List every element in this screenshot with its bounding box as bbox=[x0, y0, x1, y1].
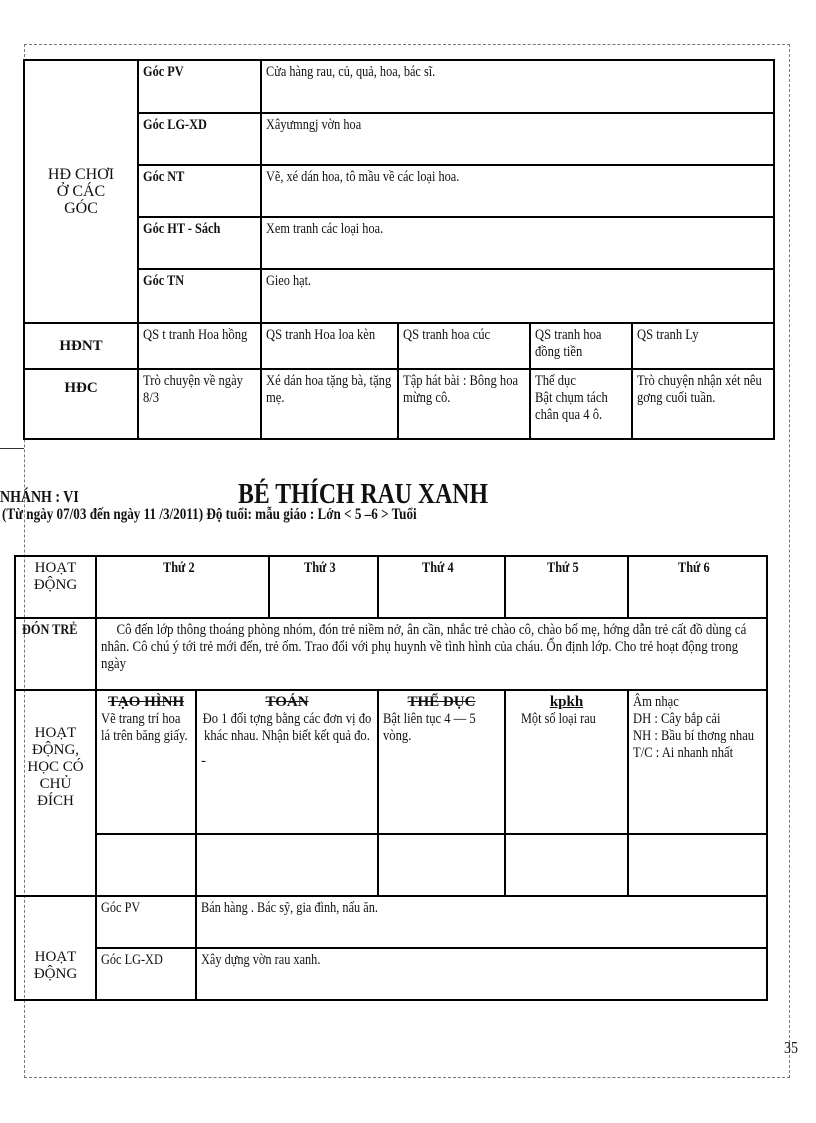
hdc-cell: Xé dán hoa tặng bà, tặng mẹ. bbox=[261, 369, 398, 439]
hdc-cell: Trò chuyện về ngày 8/3 bbox=[138, 369, 261, 439]
wed-lesson: THỂ DỤC Bật liên tục 4 — 5 vòng. bbox=[378, 690, 505, 834]
tue-lesson: TOÁN Đo 1 đối tợng bằng các đơn vị đo khác nhau. Nhận biết kết quả đo. - bbox=[196, 690, 378, 834]
page-title: BÉ THÍCH RAU XANH bbox=[238, 478, 488, 510]
empty-cell bbox=[96, 834, 196, 896]
hdnt-cell: QS tranh Hoa loa kèn bbox=[261, 323, 398, 369]
mon-lesson: TẠO HÌNH Vẽ trang trí hoa lá trên băng giấy. bbox=[96, 690, 196, 834]
empty-cell bbox=[196, 834, 378, 896]
hdnt-cell: QS t tranh Hoa hồng bbox=[138, 323, 261, 369]
hdc-cell: Tập hát bài : Bông hoa mừng cô. bbox=[398, 369, 530, 439]
corner-name: Góc NT bbox=[138, 165, 261, 217]
corner-activity: Xây dựng vờn rau xanh. bbox=[196, 948, 767, 1000]
day-header: Thứ 6 bbox=[628, 556, 767, 618]
weekly-plan-table bbox=[14, 555, 768, 1001]
day-header: Thứ 5 bbox=[505, 556, 628, 618]
don-tre-label: ĐÓN TRẺ bbox=[15, 618, 96, 690]
day-header: Thứ 3 bbox=[269, 556, 378, 618]
corner-activity: Bán hàng . Bác sỹ, gia đình, nấu ăn. bbox=[196, 896, 767, 948]
hdc-cell: Trò chuyện nhận xét nêu gơng cuối tuần. bbox=[632, 369, 774, 439]
corner-name: Góc TN bbox=[138, 269, 261, 323]
hdnt-cell: QS tranh Ly bbox=[632, 323, 774, 369]
corner-name: Góc LG-XD bbox=[96, 948, 196, 1000]
corner-name: Góc PV bbox=[96, 896, 196, 948]
hdnt-label: HĐNT bbox=[24, 323, 138, 369]
corner-activity: Cửa hàng rau, củ, quả, hoa, bác sĩ. bbox=[261, 60, 774, 113]
corner-activity: Xem tranh các loại hoa. bbox=[261, 217, 774, 269]
corner-activity: Vẽ, xé dán hoa, tô mầu về các loại hoa. bbox=[261, 165, 774, 217]
corner-name: Góc HT - Sách bbox=[138, 217, 261, 269]
corner-name: Góc LG-XD bbox=[138, 113, 261, 165]
corner-activity: Gieo hạt. bbox=[261, 269, 774, 323]
activity-header: HOẠT ĐỘNG bbox=[15, 556, 96, 618]
hdnt-cell: QS tranh hoa đồng tiền bbox=[530, 323, 632, 369]
corner-name: Góc PV bbox=[138, 60, 261, 113]
left-marker-line bbox=[0, 448, 24, 449]
hdc-cell: Thể dục Bật chụm tách chân qua 4 ô. bbox=[530, 369, 632, 439]
branch-label: NHÁNH : VI bbox=[0, 487, 79, 506]
day-header: Thứ 2 bbox=[96, 556, 269, 618]
corner-activity-label: HOẠT ĐỘNG bbox=[15, 896, 96, 1000]
learning-label: HOẠT ĐỘNG, HỌC CÓ CHỦ ĐÍCH bbox=[15, 690, 96, 896]
don-tre-text: Cô đến lớp thông thoáng phòng nhóm, đón trẻ niềm nở, ân cần, nhắc trẻ chào cô, chào bố mẹ, hớng dẫn trẻ cất đồ dùng cá nhân. Cô chú ý tới trẻ mới đến, trẻ ốm. Trao đổi với phụ huynh về tình hình của cháu. Ổn định lớp. Cho trẻ hoạt động trong ngày bbox=[96, 618, 767, 690]
empty-cell bbox=[505, 834, 628, 896]
page-number: 35 bbox=[784, 1038, 798, 1057]
hdc-label: HĐC bbox=[24, 369, 138, 439]
day-header: Thứ 4 bbox=[378, 556, 505, 618]
corner-activities-table bbox=[23, 59, 775, 440]
corner-group-label: HĐ CHƠI Ở CÁC GÓC bbox=[24, 60, 138, 323]
empty-cell bbox=[628, 834, 767, 896]
hdnt-cell: QS tranh hoa cúc bbox=[398, 323, 530, 369]
empty-cell bbox=[378, 834, 505, 896]
corner-activity: Xâyưmngj vờn hoa bbox=[261, 113, 774, 165]
fri-lesson: Âm nhạc DH : Cây bắp cải NH : Bầu bí thơng nhau T/C : Ai nhanh nhất bbox=[628, 690, 767, 834]
date-range: (Từ ngày 07/03 đến ngày 11 /3/2011) Độ tuổi: mẫu giáo : Lớn < 5 –6 > Tuổi bbox=[2, 506, 417, 523]
thu-lesson: kpkh Một số loại rau bbox=[505, 690, 628, 834]
